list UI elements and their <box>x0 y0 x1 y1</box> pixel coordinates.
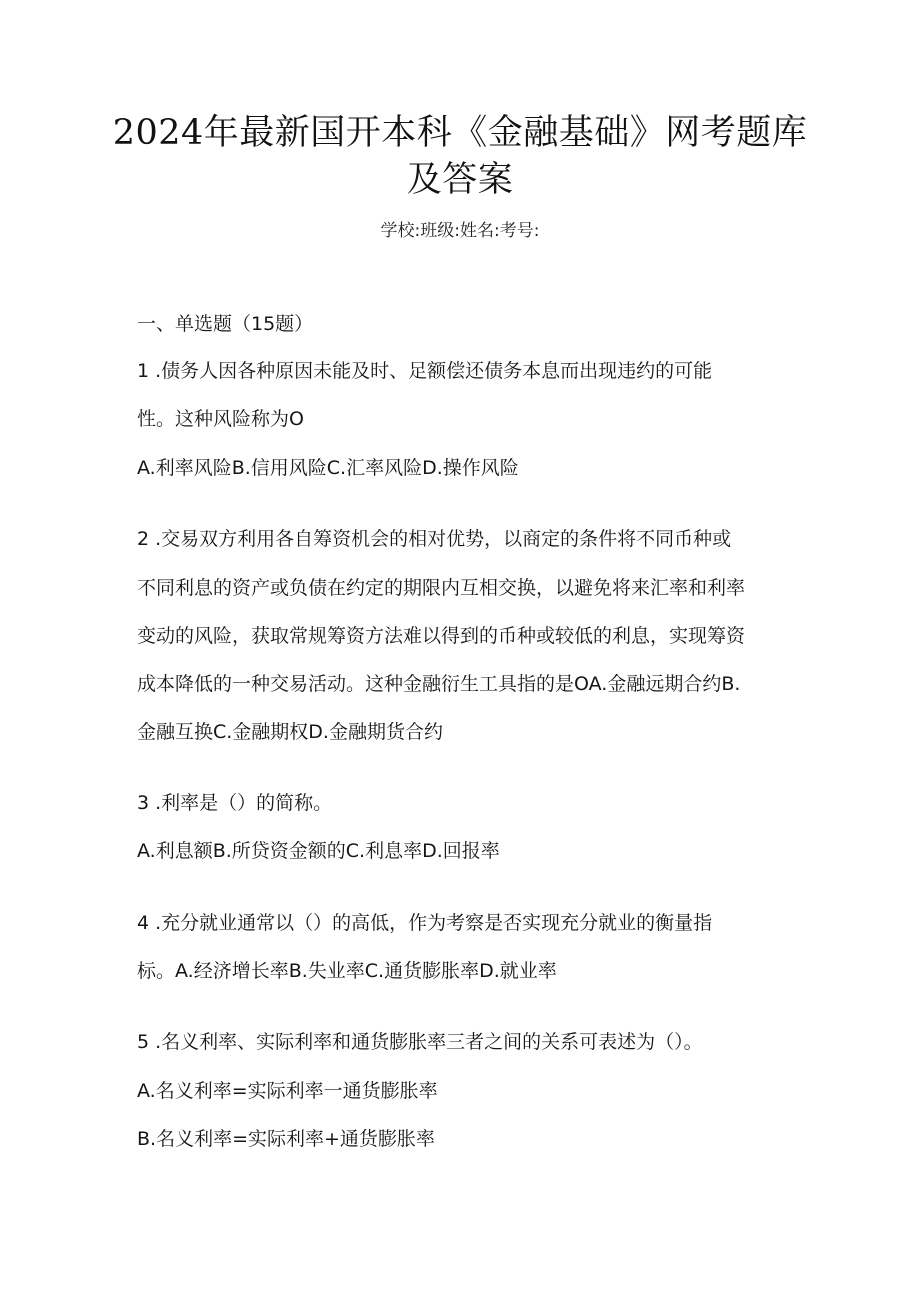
question-1-options: A.利率风险B.信用风险C.汇率风险D.操作风险 <box>137 457 519 479</box>
question-5-option-a: A.名义利率=实际利率一通货膨胀率 <box>137 1080 438 1102</box>
question-1-line-1: 1 .债务人因各种原因未能及时、足额偿还债务本息而出现违约的可能 <box>137 360 713 382</box>
section-heading: 一、单选题（15题） <box>137 313 314 335</box>
question-2-line-3: 变动的风险，获取常规筹资方法难以得到的币种或较低的利息，实现筹资 <box>137 625 746 647</box>
document-title-line-2: 及答案 <box>406 160 514 200</box>
question-5-option-b: B.名义利率=实际利率+通货膨胀率 <box>137 1128 435 1150</box>
question-1-line-2: 性。这种风险称为O <box>137 408 304 430</box>
question-5-line-1: 5 .名义利率、实际利率和通货膨胀率三者之间的关系可表述为（）。 <box>137 1031 703 1053</box>
document-title-line-1: 2024年最新国开本科《金融基础》网考题库 <box>112 113 808 153</box>
question-3-line-1: 3 .利率是（）的简称。 <box>137 792 333 814</box>
question-2-line-5: 金融互换C.金融期权D.金融期货合约 <box>137 721 443 743</box>
question-2-line-2: 不同利息的资产或负债在约定的期限内互相交换，以避免将来汇率和利率 <box>137 577 746 599</box>
question-4-line-1: 4 .充分就业通常以（）的高低，作为考察是否实现充分就业的衡量指 <box>137 912 713 934</box>
question-3-options: A.利息额B.所贷资金额的C.利息率D.回报率 <box>137 840 500 862</box>
question-2-line-4: 成本降低的一种交易活动。这种金融衍生工具指的是OA.金融远期合约B. <box>137 673 741 695</box>
student-info-line: 学校:班级:姓名:考号: <box>380 221 540 241</box>
question-2-line-1: 2 .交易双方利用各自筹资机会的相对优势，以商定的条件将不同币种或 <box>137 528 732 550</box>
question-4-line-2: 标。A.经济增长率B.失业率C.通货膨胀率D.就业率 <box>137 960 557 982</box>
